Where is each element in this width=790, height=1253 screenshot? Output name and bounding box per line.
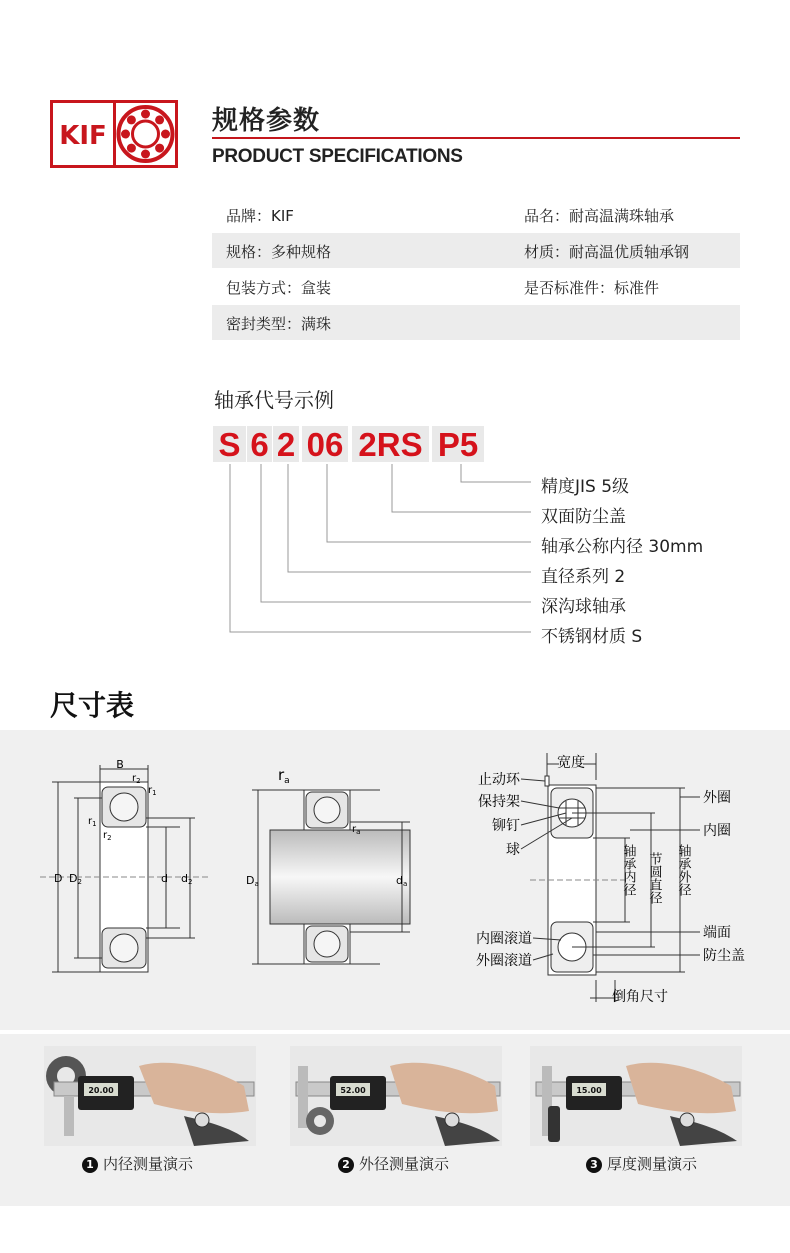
spec-seal: 密封类型：满珠 — [226, 315, 332, 333]
caption-outer-measure — [338, 1153, 449, 1174]
spec-size: 规格：多种规格 — [226, 243, 332, 261]
code-example-title: 轴承代号示例 — [214, 388, 334, 412]
spec-brand: 品牌：KIF — [226, 207, 294, 225]
code-segment-2rs: 2RS — [352, 426, 429, 462]
bearing-section-diagram — [40, 752, 210, 982]
label-inner-raceway: 内圈滚道 — [476, 931, 532, 947]
label-b: B — [116, 758, 124, 771]
label-inner-ring: 内圈 — [703, 823, 731, 839]
caliper-display-3: 15.00 — [576, 1086, 602, 1095]
label-d2-outer: D2 — [69, 872, 82, 886]
label-pitch-diameter: 节圆直径 — [646, 852, 662, 904]
title-divider — [212, 137, 740, 139]
label-chamfer: 倒角尺寸 — [612, 989, 668, 1005]
code-label-precision: 精度JIS 5级 — [541, 477, 630, 497]
label-bore-d: d — [161, 872, 168, 885]
label-rivet: 铆钉 — [492, 818, 520, 834]
label-r2-top: $r_2$ — [132, 773, 141, 785]
label-r2-side: $r_2$ — [103, 830, 112, 842]
code-label-bore: 轴承公称内径 30mm — [541, 537, 704, 557]
label-dust-shield: 防尘盖 — [703, 948, 745, 964]
spec-row — [212, 197, 740, 232]
caption-text: 内径测量演示 — [103, 1155, 194, 1173]
code-segment-p5: P5 — [432, 426, 484, 462]
inner-measure-photo — [44, 1046, 256, 1146]
spec-package: 包装方式：盒装 — [226, 279, 332, 297]
label-housing-da: Da — [246, 874, 259, 888]
caliper-display-2: 52.00 — [340, 1086, 366, 1095]
page-subtitle: PRODUCT SPECIFICATIONS — [212, 146, 463, 167]
bearing-mounting-diagram — [240, 752, 420, 982]
caption-inner-measure — [82, 1153, 193, 1174]
label-d2-inner: d2 — [181, 872, 193, 886]
page-title: 规格参数 — [212, 106, 321, 136]
caption-text: 厚度测量演示 — [607, 1155, 698, 1173]
label-cage: 保持架 — [478, 794, 520, 810]
label-end-face: 端面 — [703, 925, 731, 941]
step-number: 3 — [586, 1157, 602, 1173]
spec-row — [212, 269, 740, 304]
caption-text: 外径测量演示 — [359, 1155, 450, 1173]
step-number: 2 — [338, 1157, 354, 1173]
label-shaft-da: da — [396, 874, 408, 888]
dimensions-title: 尺寸表 — [50, 689, 135, 722]
label-r1-side: $r_1$ — [88, 816, 97, 828]
thickness-measure-photo — [530, 1046, 742, 1146]
label-bore-diameter: 轴承内径 — [620, 844, 636, 896]
spec-row — [212, 305, 740, 340]
caliper-display-1: 20.00 — [88, 1086, 114, 1095]
logo-text: KIF — [59, 121, 107, 151]
caption-thickness-measure — [586, 1153, 697, 1174]
label-width: 宽度 — [557, 755, 585, 771]
code-label-material: 不锈钢材质 S — [541, 627, 643, 647]
code-segment-s: S — [213, 426, 246, 462]
code-segment-06: 06 — [302, 426, 348, 462]
label-ra-side: $r_a$ — [352, 824, 361, 836]
kif-logo — [50, 100, 178, 168]
spec-standard: 是否标准件：标准件 — [524, 279, 660, 297]
code-label-type: 深沟球轴承 — [541, 597, 626, 617]
label-outer-d: D — [54, 872, 63, 885]
label-ra-top: $r_a$ — [278, 766, 290, 786]
label-r1-top: $r_1$ — [148, 785, 157, 797]
spec-row — [212, 233, 740, 268]
label-ball: 球 — [506, 842, 520, 858]
label-outer-diameter: 轴承外径 — [675, 844, 691, 896]
code-segment-2: 2 — [273, 426, 299, 462]
bearing-parts-diagram — [455, 748, 765, 1010]
step-number: 1 — [82, 1157, 98, 1173]
code-segment-6: 6 — [247, 426, 272, 462]
spec-material: 材质：耐高温优质轴承钢 — [524, 243, 690, 261]
spec-product-name: 品名：耐高温满珠轴承 — [524, 207, 675, 225]
code-label-diameter-series: 直径系列 2 — [541, 567, 626, 587]
code-label-seal: 双面防尘盖 — [541, 507, 626, 527]
label-snap-ring: 止动环 — [478, 772, 520, 788]
outer-measure-photo — [290, 1046, 502, 1146]
label-outer-ring: 外圈 — [703, 790, 731, 806]
label-outer-raceway: 外圈滚道 — [476, 953, 532, 969]
